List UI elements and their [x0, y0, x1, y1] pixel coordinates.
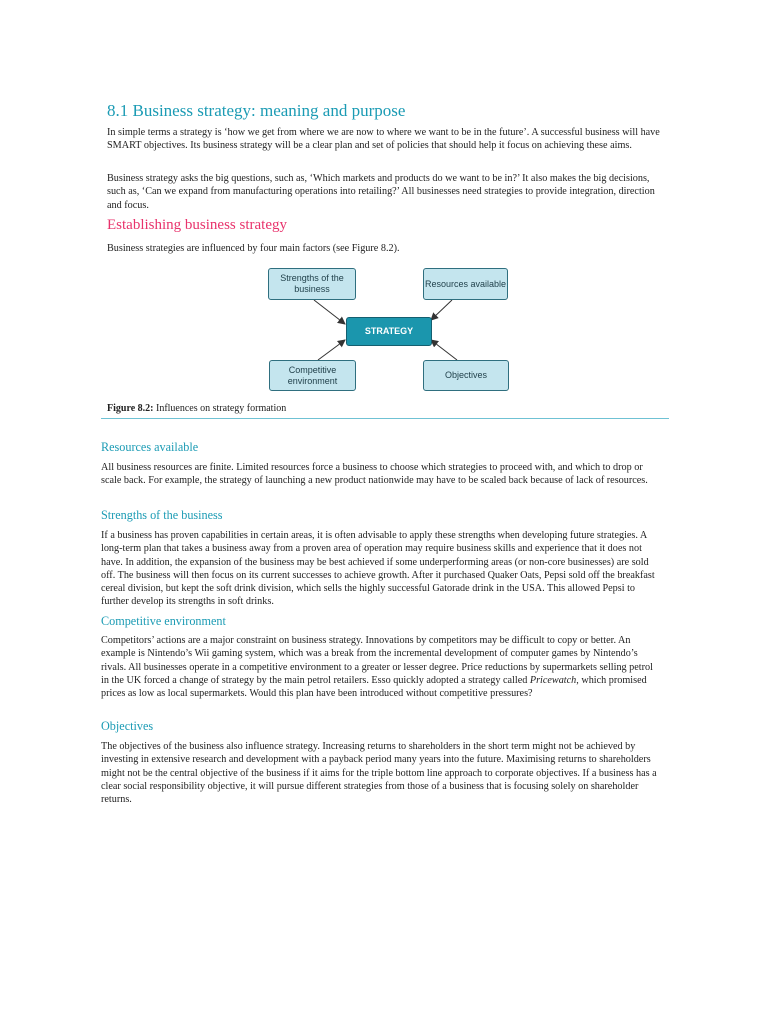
heading-strengths: Strengths of the business	[101, 508, 223, 522]
paragraph-competitive-part-1: Competitors’ actions are a major constraint on business strategy. Innovations by competitors may be difficult to copy or better. An example is Nintendo’s Wii gaming system, which was a break from the incremental development of computer games by Nintendo’s rivals. All businesses operate in a competitive environment to a greater or lesser degree. Price reductions by supermarkets selling petrol in the UK forced a change of strategy by the main petrol retailers. Esso quickly adopted a strategy called	[101, 635, 653, 686]
intro-paragraph-1: In simple terms a strategy is ‘how we get from where we are now to where we want to be in the future’. A successful business will have SMART objectives. Its business strategy will be a clear plan and set of policies that should help it focus on achieving these aims.	[107, 127, 660, 152]
pricewatch-term: Pricewatch	[529, 674, 577, 686]
figure-label: Figure 8.2:	[107, 403, 154, 414]
paragraph-objectives: The objectives of the business also influence strategy. Increasing returns to shareholders in the short term might not be achieved by investing in extensive research and development with a payback period many years into the future. Maximising returns to shareholders might not be the central objective of the business if it aims for the triple bottom line approach to corporate objectives. If a business has a clear social responsibility objective, it will pursue different strategies from those of a business that is focusing solely on shareholder returns.	[101, 741, 657, 806]
box-strengths: Strengths of the business	[268, 268, 356, 300]
arrow-strengths-to-strategy	[314, 300, 345, 324]
paragraph-strengths: If a business has proven capabilities in certain areas, it is often advisable to apply these strengths when developing future strategies. A long-term plan that takes a business away from a proven area of operation may require business skills and experience that it does not have. In addition, the expansion of the business may be best achieved if some underperforming areas (or non-core businesses) are sold off. The business will then focus on its current successes to achieve growth. After it purchased Quaker Oats, Pepsi sold off the breakfast cereal division, but kept the soft drink division, which sells the highly successful Gatorade drink in the USA. This allowed Pepsi to further develop its strengths in soft drinks.	[101, 530, 655, 608]
figure-caption-text: Influences on strategy formation	[155, 403, 287, 414]
intro-paragraph-2: Business strategy asks the big questions, such as, ‘Which markets and products do we want to be in?’ It also makes the big decisions, such as, ‘Can we expand from manufacturing operations into retailing?’ All businesses need strategies to provide integration, direction and focus.	[107, 173, 655, 211]
paragraph-competitive	[101, 634, 663, 700]
paragraph-resources: All business resources are finite. Limited resources force a business to choose which strategies to proceed with, and which to drop or scale back. For example, the strategy of launching a new product nationwide may have to be scaled back because of lack of resources.	[101, 462, 648, 487]
strategy-diagram	[260, 262, 520, 396]
box-resources: Resources available	[423, 268, 508, 300]
divider	[101, 418, 669, 419]
paragraph-competitive-part-2: , which promised prices as low as local supermarkets. Would this plan have been introduced without competitive pressures?	[101, 674, 647, 700]
section-heading: 8.1 Business strategy: meaning and purpose	[107, 101, 406, 120]
factors-intro: Business strategies are influenced by four main factors (see Figure 8.2).	[107, 243, 400, 254]
figure-caption	[107, 403, 286, 414]
heading-resources: Resources available	[101, 440, 199, 454]
box-competitive: Competitive environment	[269, 360, 356, 391]
box-strategy: STRATEGY	[346, 317, 432, 346]
subheading: Establishing business strategy	[107, 217, 287, 233]
heading-objectives: Objectives	[101, 719, 154, 733]
box-objectives: Objectives	[423, 360, 509, 391]
arrow-objectives-to-strategy	[431, 340, 457, 360]
heading-competitive: Competitive environment	[101, 614, 226, 628]
arrow-competitive-to-strategy	[318, 340, 345, 360]
arrow-resources-to-strategy	[431, 300, 452, 320]
